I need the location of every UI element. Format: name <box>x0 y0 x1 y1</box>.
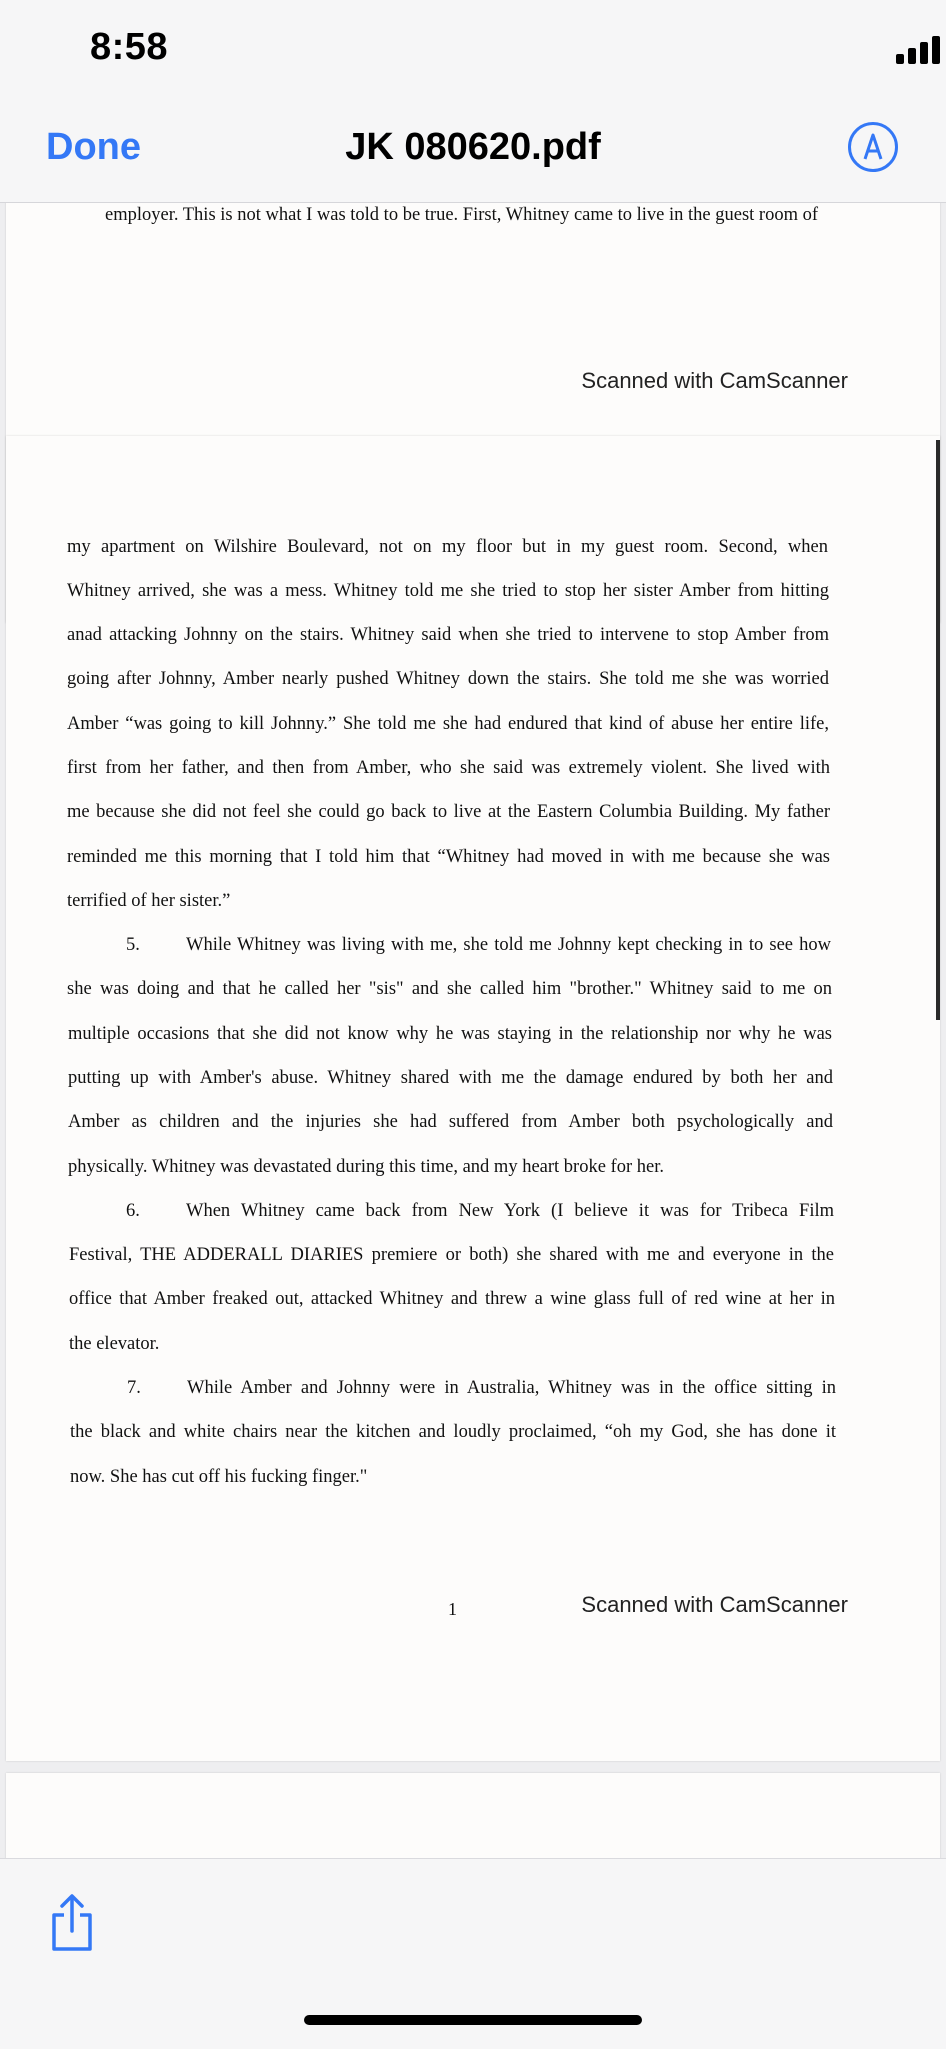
scan-edge <box>936 440 940 1020</box>
page-text-line: Amber “was going to kill Johnny.” She told me she had endured that kind of abuse her entire life, <box>67 714 829 734</box>
done-button[interactable]: Done <box>46 126 141 168</box>
page-text-line: While Amber and Johnny were in Australia, Whitney was in the office sitting in <box>187 1378 836 1398</box>
home-indicator[interactable] <box>304 2015 642 2025</box>
bottom-toolbar <box>0 1858 946 2049</box>
page-text-line: anad attacking Johnny on the stairs. Whitney said when she tried to intervene to stop Amber from <box>67 625 829 645</box>
cellular-signal-icon <box>896 34 942 64</box>
page-text-line: my apartment on Wilshire Boulevard, not on my floor but in my guest room. Second, when <box>67 537 828 557</box>
status-bar <box>0 0 946 100</box>
scanner-watermark: Scanned with CamScanner <box>581 368 848 393</box>
pdf-page <box>6 1773 940 1858</box>
page-text-line: going after Johnny, Amber nearly pushed Whitney down the stairs. She told me she was worried <box>67 669 829 689</box>
page-text-line: the black and white chairs near the kitchen and loudly proclaimed, “oh my God, she has done it <box>70 1422 836 1442</box>
page-text-line: physically. Whitney was devastated during this time, and my heart broke for her. <box>68 1157 664 1177</box>
page-text-line: Festival, THE ADDERALL DIARIES premiere or both) she shared with me and everyone in the <box>69 1245 834 1265</box>
page-text-line: putting up with Amber's abuse. Whitney shared with me the damage endured by both her and <box>68 1068 833 1088</box>
paragraph-number: 6. <box>126 1201 140 1221</box>
status-time: 8:58 <box>90 26 169 68</box>
page-text-line: Whitney arrived, she was a mess. Whitney told me she tried to stop her sister Amber from hitting <box>67 581 829 601</box>
page-text-line: When Whitney came back from New York (I believe it was for Tribeca Film <box>186 1201 834 1221</box>
document-title: JK 080620.pdf <box>345 126 601 168</box>
scanner-watermark: Scanned with CamScanner <box>581 1592 848 1617</box>
page-number: 1 <box>448 1599 457 1619</box>
page-text-line: first from her father, and then from Amber, who she said was extremely violent. She lived with <box>67 758 830 778</box>
share-icon[interactable] <box>48 1893 96 1953</box>
pdf-page <box>6 436 940 1761</box>
page-text-line: the elevator. <box>69 1334 160 1354</box>
page-text-line: she was doing and that he called her "sis" and she called him "brother." Whitney said to me on <box>67 979 832 999</box>
page-text-line: office that Amber freaked out, attacked Whitney and threw a wine glass full of red wine at her in <box>69 1289 835 1309</box>
paragraph-number: 7. <box>127 1378 141 1398</box>
page-text-line: reminded me this morning that I told him that “Whitney had moved in with me because she was <box>67 847 830 867</box>
paragraph-number: 5. <box>126 935 140 955</box>
markup-icon[interactable] <box>848 122 898 172</box>
pdf-viewer[interactable] <box>0 203 946 1858</box>
page-text-line: employer. This is not what I was told to be true. First, Whitney came to live in the guest room of <box>105 205 818 225</box>
page-text-line: multiple occasions that she did not know why he was staying in the relationship nor why he was <box>68 1024 832 1044</box>
page-text-line: now. She has cut off his fucking finger." <box>70 1467 368 1487</box>
nav-bar <box>0 100 946 203</box>
page-text-line: terrified of her sister.” <box>67 891 231 911</box>
page-text-line: Amber as children and the injuries she had suffered from Amber both psychologically and <box>68 1112 833 1132</box>
page-text-line: While Whitney was living with me, she told me Johnny kept checking in to see how <box>186 935 831 955</box>
page-text-line: me because she did not feel she could go back to live at the Eastern Columbia Building. My father <box>67 802 830 822</box>
